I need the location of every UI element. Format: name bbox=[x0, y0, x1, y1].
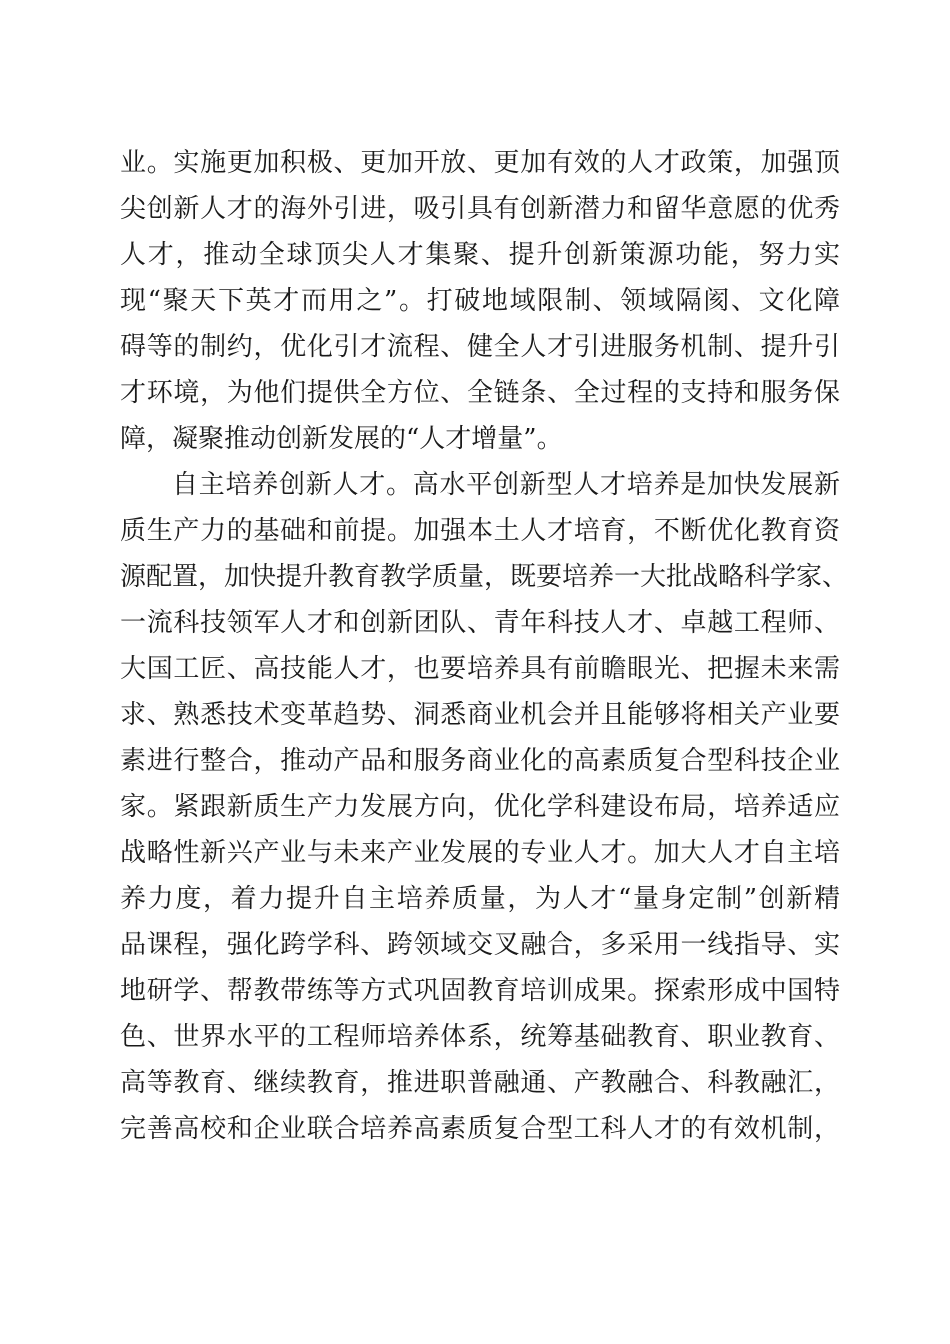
paragraph-line: 高等教育、继续教育，推进职普融通、产教融合、科教融汇， bbox=[120, 1068, 840, 1098]
paragraph-line: 大国工匠、高技能人才，也要培养具有前瞻眼光、把握未来需 bbox=[120, 654, 840, 684]
paragraph-line: 源配置，加快提升教育教学质量，既要培养一大批战略科学家、 bbox=[120, 562, 849, 592]
paragraph-line: 业。实施更加积极、更加开放、更加有效的人才政策，加强顶 bbox=[120, 148, 840, 178]
paragraph-line: 质生产力的基础和前提。加强本土人才培育，不断优化教育资 bbox=[120, 516, 840, 546]
paragraph-line: 自主培养创新人才。高水平创新型人才培养是加快发展新 bbox=[172, 470, 840, 500]
paragraph-line: 完善高校和企业联合培养高素质复合型工科人才的有效机制， bbox=[120, 1114, 840, 1144]
paragraph-line: 品课程，强化跨学科、跨领域交叉融合，多采用一线指导、实 bbox=[120, 930, 840, 960]
paragraph-line: 素进行整合，推动产品和服务商业化的高素质复合型科技企业 bbox=[120, 746, 840, 776]
paragraph-2 bbox=[120, 462, 849, 1152]
paragraph-line: 尖创新人才的海外引进，吸引具有创新潜力和留华意愿的优秀 bbox=[120, 194, 840, 224]
document-body bbox=[120, 140, 849, 1152]
paragraph-line: 人才，推动全球顶尖人才集聚、提升创新策源功能，努力实 bbox=[120, 240, 840, 270]
paragraph-line: 现“聚天下英才而用之”。打破地域限制、领域隔阂、文化障 bbox=[120, 286, 840, 316]
paragraph-line: 地研学、帮教带练等方式巩固教育培训成果。探索形成中国特 bbox=[120, 976, 840, 1006]
paragraph-line: 求、熟悉技术变革趋势、洞悉商业机会并且能够将相关产业要 bbox=[120, 700, 840, 730]
paragraph-line: 一流科技领军人才和创新团队、青年科技人才、卓越工程师、 bbox=[120, 608, 840, 638]
paragraph-line: 色、世界水平的工程师培养体系，统筹基础教育、职业教育、 bbox=[120, 1022, 840, 1052]
paragraph-line: 养力度，着力提升自主培养质量，为人才“量身定制”创新精 bbox=[120, 884, 840, 914]
paragraph-line: 战略性新兴产业与未来产业发展的专业人才。加大人才自主培 bbox=[120, 838, 840, 868]
paragraph-line: 障，凝聚推动创新发展的“人才增量”。 bbox=[120, 424, 563, 454]
paragraph-line: 碍等的制约，优化引才流程、健全人才引进服务机制、提升引 bbox=[120, 332, 840, 362]
paragraph-line: 家。紧跟新质生产力发展方向，优化学科建设布局，培养适应 bbox=[120, 792, 840, 822]
paragraph-line: 才环境，为他们提供全方位、全链条、全过程的支持和服务保 bbox=[120, 378, 840, 408]
paragraph-1 bbox=[120, 140, 840, 462]
